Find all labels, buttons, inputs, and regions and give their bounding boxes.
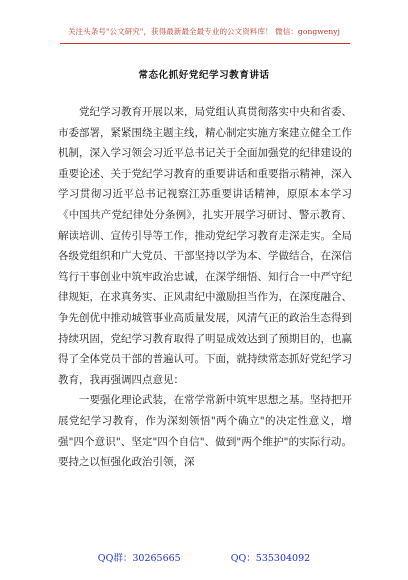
body-paragraph: 一要强化理论武装，在常学常新中筑牢思想之基。坚持把开展党纪学习教育，作为深刻领悟"两个确立"的决定性意义，增强"四个意识"、坚定"四个自信"、做到"两个维护"的实际行动。要持之以恒强化政治引领，深: [58, 394, 352, 469]
footer-qq-number: QQ：535304092: [230, 553, 311, 564]
header-banner: 关注头条号"公文研究"，获得最新最全最专业的公文资料库！ 微信：gongwenyj: [67, 27, 341, 36]
footer-contact: [0, 550, 408, 564]
document-body: [58, 102, 352, 473]
header-divider: [60, 43, 350, 44]
footer-qq-group: QQ群：30265665: [97, 553, 181, 564]
body-paragraph: 党纪学习教育开展以来，局党组认真贯彻落实中央和省委、市委部署，紧紧围绕主题主线，精心制定实施方案建立健全工作机制，深入学习领会习近平总书记关于全面加强党的纪律建设的重要论述、关于党纪学习教育的重要讲话和重要指示精神，深入学习贯彻习近平总书记视察江苏重要讲话精神，原原本本学习《中国共产党纪律处分条例》，扎实开展学习研讨、警示教育、解读培训、宣传引导等工作，推动党纪学习教育走深走实。全局各级党组织和广大党员、干部坚持以学为本、学做结合，在深信笃行干事创业中筑牢政治忠诚，在深学细悟、知行合一中严守纪律规矩，在求真务实、正风肃纪中激励担当作为，在深度融合、争先创优中推动城管事业高质量发展，风清气正的政治生态得到持续巩固，党纪学习教育取得了明显成效达到了预期目的，也赢得了全体党员干部的普遍认可。下面，就持续常态抓好党纪学习教育，我再强调四点意见：: [58, 106, 352, 386]
document-title: 常态化抓好党纪学习教育讲话: [138, 70, 270, 81]
